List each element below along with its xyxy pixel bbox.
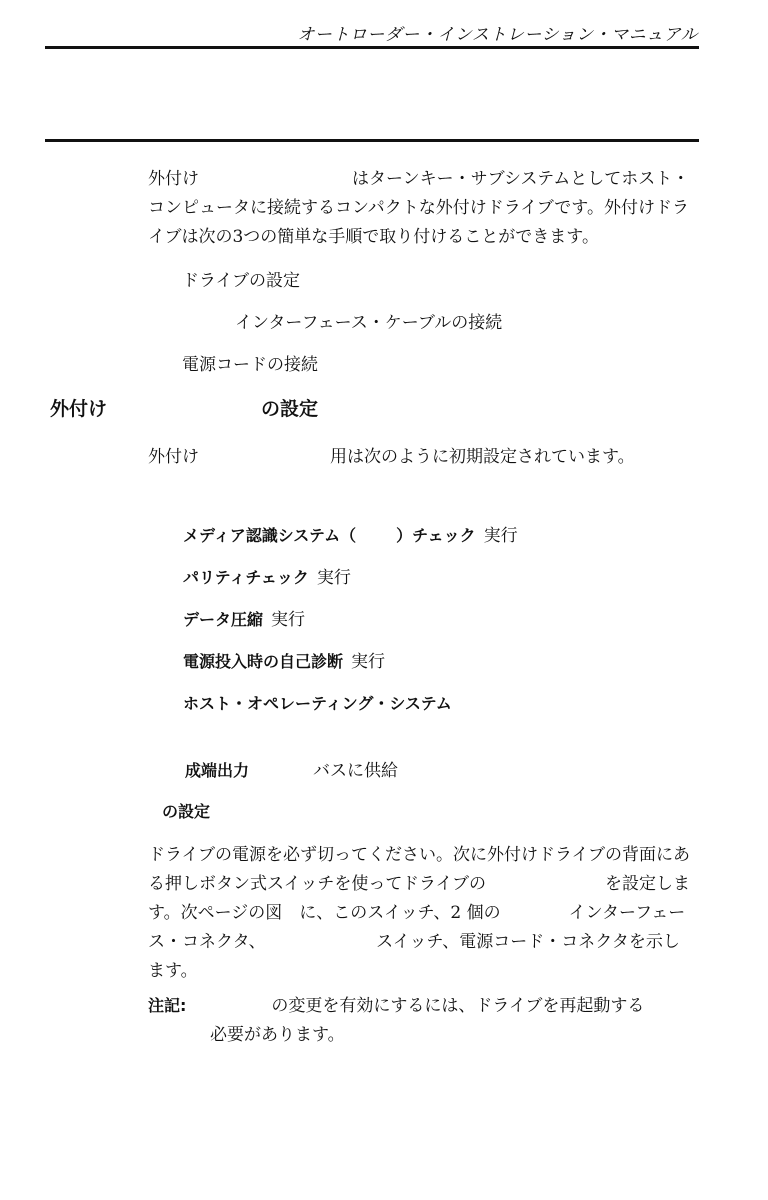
id-paragraph: ドライブの電源を必ず切ってください。次に外付けドライブの背面にある押しボタン式スイッチを使ってドライブの を設定します。次ページの図 に、このスイッチ、2 個の インターフェース・コネクタ、 スイッチ、電源コード・コネクタを示します。 <box>148 845 690 981</box>
note-label: 注記: <box>148 996 187 1015</box>
setting-label: ホスト・オペレーティング・システム <box>183 694 452 713</box>
setting-value: バスに供給 <box>313 761 399 781</box>
setting-host-operating-system <box>183 691 518 733</box>
section-heading-right: の設定 <box>261 398 319 420</box>
setting-parity-check <box>183 565 518 607</box>
chapter-rule <box>45 139 699 142</box>
setting-value: 実行 <box>351 652 386 672</box>
setting-label: パリティチェック <box>183 568 309 587</box>
setting-label-part-a: メディア認識システム（ <box>183 526 357 545</box>
defaults-intro <box>148 442 635 467</box>
section-heading <box>50 394 318 421</box>
note-line-1 <box>148 991 693 1021</box>
step-connect-power-cord: 電源コードの接続 <box>182 355 318 375</box>
section-heading-left: 外付け <box>50 398 108 420</box>
note <box>148 991 693 1050</box>
note-text-line-1: の変更を有効にするには、ドライブを再起動する <box>186 996 645 1016</box>
header-rule <box>45 46 699 49</box>
id-subheading: の設定 <box>162 802 211 821</box>
step-configure-drive: ドライブの設定 <box>182 271 300 291</box>
intro-paragraph: 外付け はターンキー・サブシステムとしてホスト・コンピュータに接続するコンパクトな外付けドライブです。外付けドライブは次の3つの簡単な手順で取り付けることができます。 <box>148 169 690 247</box>
setting-value: 実行 <box>483 526 518 546</box>
setting-value: 実行 <box>316 568 351 588</box>
installation-steps <box>182 268 502 394</box>
setting-power-on-self-test <box>183 649 518 691</box>
setting-termination-power <box>185 756 398 781</box>
setting-media-recognition <box>183 523 518 565</box>
setting-label: 成端出力 <box>185 761 250 780</box>
setting-label: データ圧縮 <box>183 610 264 629</box>
setting-label: 電源投入時の自己診断 <box>183 652 344 671</box>
running-header: オートローダー・インストレーション・マニュアル <box>297 25 698 45</box>
note-text-line-2: 必要があります。 <box>210 1025 345 1045</box>
default-settings-list <box>183 523 518 733</box>
defaults-intro-left: 外付け <box>148 447 199 467</box>
setting-label <box>183 526 476 545</box>
step-connect-interface-cable: インターフェース・ケーブルの接続 <box>235 313 503 333</box>
defaults-intro-right: 用は次のように初期設定されています。 <box>330 447 635 467</box>
setting-value: 実行 <box>271 610 306 630</box>
setting-label-part-b: ）チェック <box>396 526 476 545</box>
setting-data-compression <box>183 607 518 649</box>
